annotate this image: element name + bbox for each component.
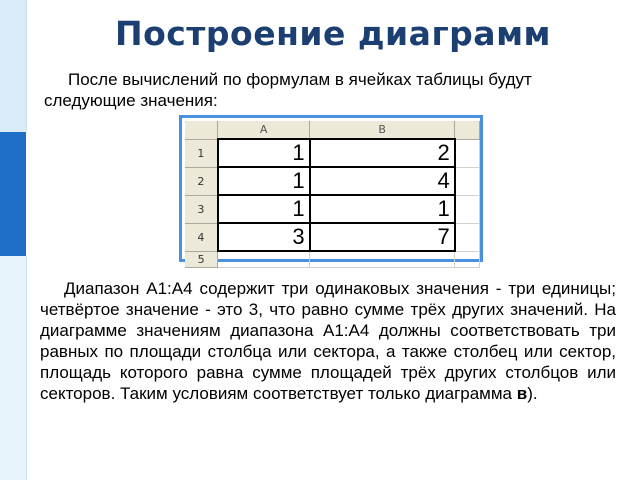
cell-empty (310, 251, 455, 267)
cell-empty (218, 251, 310, 267)
slide-title: Построение диаграмм (114, 14, 552, 53)
cell-a4: 3 (218, 223, 310, 251)
cell-b4: 7 (310, 223, 455, 251)
spreadsheet-table (185, 121, 480, 268)
cell-empty (455, 195, 480, 223)
decor-bar-bottom (0, 256, 27, 480)
cell-empty (455, 167, 480, 195)
row-header: 4 (185, 223, 218, 251)
cell-a3: 1 (218, 195, 310, 223)
cell-b1: 2 (310, 139, 455, 167)
row-header: 3 (185, 195, 218, 223)
cell-empty (455, 139, 480, 167)
cell-a1: 1 (218, 139, 310, 167)
explanation-paragraph (40, 278, 616, 404)
cell-empty (455, 223, 480, 251)
cell-b3: 1 (310, 195, 455, 223)
row-header: 5 (185, 251, 218, 267)
decor-bar-top (0, 0, 27, 132)
explanation-text: Диапазон A1:A4 содержит три одинаковых значения - три единицы; четвёртое значение - это 3, что равно сумме трёх других значений. На диаграмме значениям диапазона A1:A4 должны соответствовать три равных по площади столбца или сектора, а также столбец или сектор, площадь которого равна сумме площадей трёх других столбцов или секторов. Таким условиям соответствует только диаграмма (40, 279, 616, 403)
explanation-tail: ). (527, 384, 538, 403)
column-header-a: A (218, 121, 310, 139)
cell-b2: 4 (310, 167, 455, 195)
cell-empty (455, 251, 480, 267)
cell-a2: 1 (218, 167, 310, 195)
answer-letter: в (516, 384, 528, 403)
intro-paragraph: После вычислений по формулам в ячейках таблицы будут следующие значения: (44, 70, 532, 110)
left-decor-bar (0, 0, 26, 480)
row-header: 1 (185, 139, 218, 167)
row-header: 2 (185, 167, 218, 195)
decor-bar-accent (0, 132, 26, 256)
column-header-b: B (310, 121, 455, 139)
column-header-c (455, 121, 480, 139)
spreadsheet-image (179, 115, 483, 266)
sheet-corner (185, 121, 218, 139)
